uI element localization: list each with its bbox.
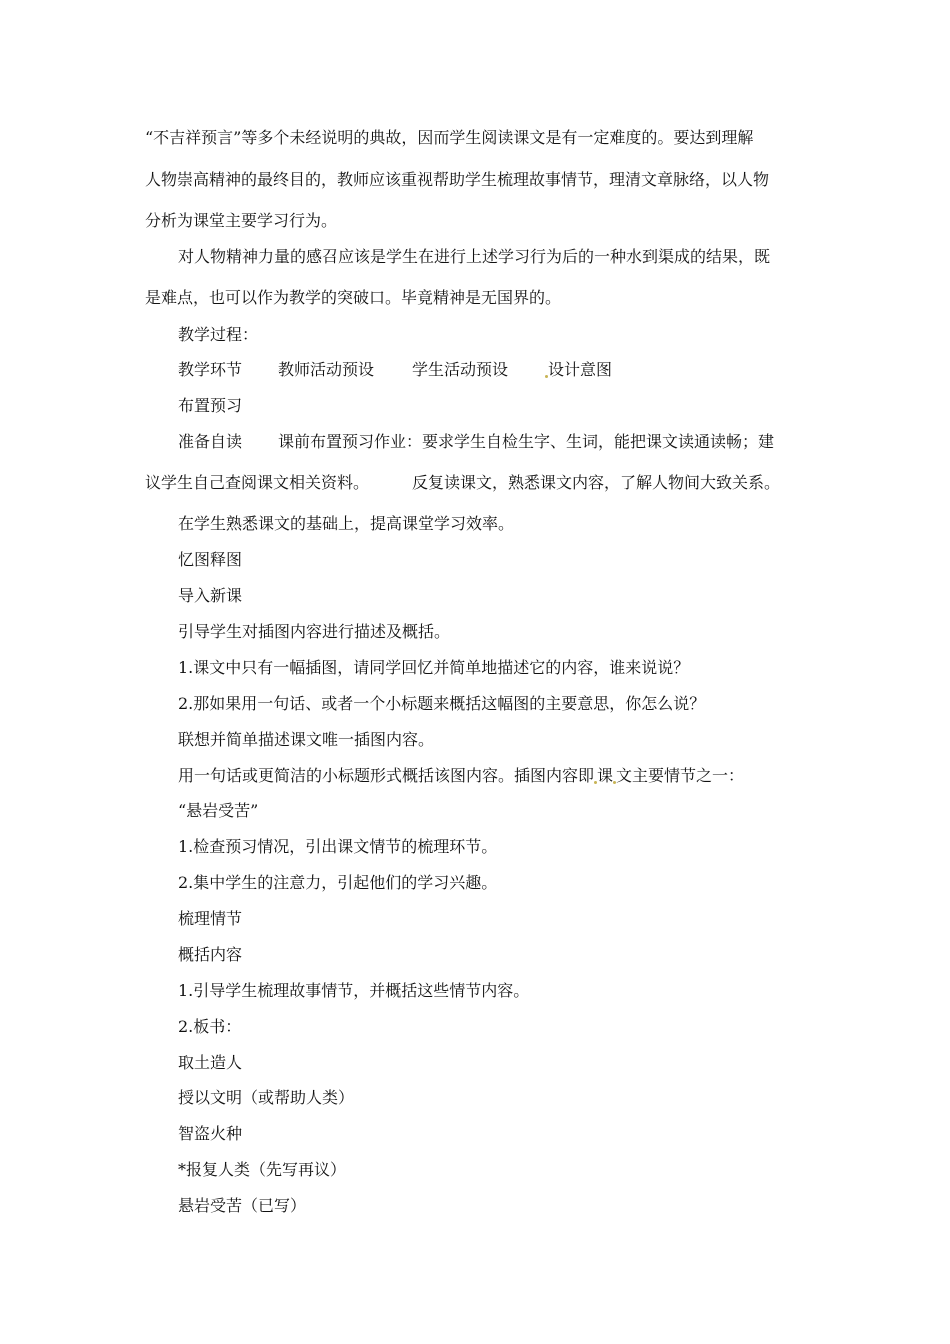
text-line: 用一句话或更简洁的小标题形式概括该图内容。插图内容即 课 文主要情节之一： bbox=[178, 766, 745, 785]
table-header-cell: 教学环节 bbox=[178, 360, 243, 379]
text-line: 概括内容 bbox=[178, 945, 243, 964]
text-line: *报复人类（先写再议） bbox=[178, 1160, 347, 1179]
text-line: 悬岩受苦（已写） bbox=[178, 1196, 307, 1215]
text-line: 智盗火种 bbox=[178, 1124, 243, 1143]
text-line: “悬岩受苦” bbox=[178, 801, 259, 820]
paragraph-line: “不吉祥预言”等多个未经说明的典故，因而学生阅读课文是有一定难度的。要达到理解 bbox=[145, 128, 754, 147]
text-line: 1.检查预习情况，引出课文情节的梳理环节。 bbox=[178, 837, 498, 856]
text-line: 2.集中学生的注意力，引起他们的学习兴趣。 bbox=[178, 873, 498, 892]
text-line: 课前布置预习作业：要求学生自检生字、生词，能把课文读通读畅；建 bbox=[278, 432, 775, 451]
paragraph-line: 对人物精神力量的感召应该是学生在进行上述学习行为后的一种水到渠成的结果，既 bbox=[178, 247, 771, 266]
text-line: 在学生熟悉课文的基础上，提高课堂学习效率。 bbox=[178, 514, 515, 533]
text-line: 布置预习 bbox=[178, 396, 243, 415]
text-line: 准备自读 bbox=[178, 432, 243, 451]
paragraph-line: 分析为课堂主要学习行为。 bbox=[145, 211, 338, 230]
paragraph-line: 是难点，也可以作为教学的突破口。毕竟精神是无国界的。 bbox=[145, 288, 562, 307]
text-line: 授以文明（或帮助人类） bbox=[178, 1088, 355, 1107]
text-line: 取土造人 bbox=[178, 1053, 243, 1072]
text-line: 2.那如果用一句话、或者一个小标题来概括这幅图的主要意思，你怎么说？ bbox=[178, 694, 706, 713]
text-line: 忆图释图 bbox=[178, 550, 243, 569]
text-line: 2.板书： bbox=[178, 1017, 242, 1036]
section-heading: 教学过程： bbox=[178, 325, 259, 344]
text-line: 反复读课文，熟悉课文内容，了解人物间大致关系。 bbox=[412, 473, 781, 492]
text-line: 联想并简单描述课文唯一插图内容。 bbox=[178, 730, 435, 749]
text-line: 1.课文中只有一幅插图，请同学回忆并简单地描述它的内容，谁来说说？ bbox=[178, 658, 690, 677]
text-line: 1.引导学生梳理故事情节，并概括这些情节内容。 bbox=[178, 981, 530, 1000]
text-line: 梳理情节 bbox=[178, 909, 243, 928]
text-line: 引导学生对插图内容进行描述及概括。 bbox=[178, 622, 451, 641]
text-line: 导入新课 bbox=[178, 586, 243, 605]
table-header-cell: 学生活动预设 bbox=[412, 360, 509, 379]
paragraph-line: 人物崇高精神的最终目的，教师应该重视帮助学生梳理故事情节，理清文章脉络，以人物 bbox=[145, 170, 770, 189]
table-header-cell: 设计意图 bbox=[545, 360, 612, 380]
text-line: 议学生自己查阅课文相关资料。 bbox=[145, 473, 370, 492]
table-header-cell: 教师活动预设 bbox=[278, 360, 375, 379]
